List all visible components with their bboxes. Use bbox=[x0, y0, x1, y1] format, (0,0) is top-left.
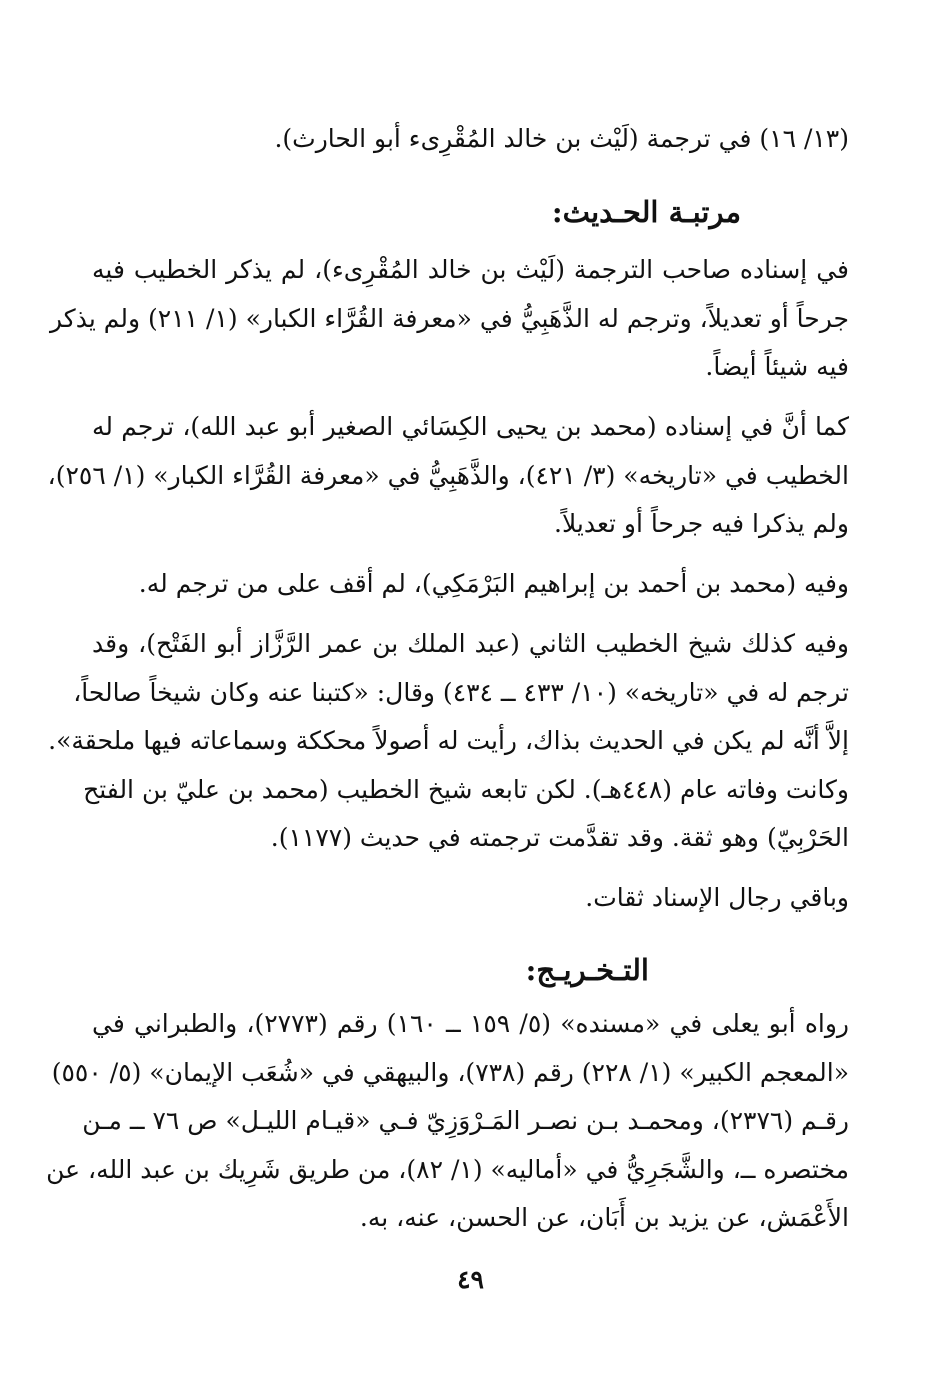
paragraph-line: جرحاً أو تعديلاً، وترجم له الذَّهَبِيُّ في «معرفة القُرَّاء الكبار» (١/ ٢١١) ولم يذكر bbox=[50, 304, 849, 333]
paragraph-line: «المعجم الكبير» (١/ ٢٢٨) رقم (٧٣٨)، والبيهقي في «شُعَب الإيمان» (٥/ ٥٥٠) bbox=[51, 1058, 849, 1087]
paragraph-line: في إسناده صاحب الترجمة (لَيْث بن خالد المُقْرِىء)، لم يذكر الخطيب فيه bbox=[92, 255, 849, 284]
paragraph-line: وفيه (محمد بن أحمد بن إبراهيم البَرْمَكِي)، لم أقف على من ترجم له. bbox=[138, 569, 849, 598]
paragraph-line: إلاَّ أنَّه لم يكن في الحديث بذاك، رأيت له أصولاً محككة وسماعاته فيها ملحقة». bbox=[48, 726, 849, 755]
page-number: ٤٩ bbox=[457, 1265, 484, 1294]
paragraph-line: كما أنَّ في إسناده (محمد بن يحيى الكِسَائي الصغير أبو عبد الله)، ترجم له bbox=[92, 412, 849, 441]
paragraph-line: ولم يذكرا فيه جرحاً أو تعديلاً. bbox=[554, 509, 849, 538]
paragraph-line: وكانت وفاته عام (٤٤٨هـ). لكن تابعه شيخ الخطيب (محمد بن عليّ بن الفتح bbox=[83, 775, 849, 804]
section-heading-takhrij: التـخـريـج: bbox=[525, 953, 649, 987]
paragraph-line: رواه أبو يعلى في «مسنده» (٥/ ١٥٩ ــ ١٦٠) رقم (٢٧٧٣)، والطبراني في bbox=[92, 1009, 850, 1038]
paragraph-line: ترجم له في «تاريخه» (١٠/ ٤٣٣ ــ ٤٣٤) وقال: «كتبنا عنه وكان شيخاً صالحاً، bbox=[73, 678, 849, 707]
paragraph-line: وباقي رجال الإسناد ثقات. bbox=[585, 883, 849, 912]
paragraph-line: وفيه كذلك شيخ الخطيب الثاني (عبد الملك بن عمر الرَّزَّاز أبو الفَتْح)، وقد bbox=[92, 629, 849, 658]
paragraph-line: فيه شيئاً أيضاً. bbox=[705, 352, 849, 381]
footnote-continuation: (١٣/ ١٦) في ترجمة (لَيْث بن خالد المُقْرِىء أبو الحارث). bbox=[274, 124, 849, 153]
section-heading-hadith-rank: مرتبـة الحـديث: bbox=[551, 195, 741, 229]
paragraph-line: الخطيب في «تاريخه» (٣/ ٤٢١)، والذَّهَبِيُّ في «معرفة القُرَّاء الكبار» (١/ ٢٥٦)، bbox=[47, 461, 849, 490]
paragraph-line: الحَرْبِيّ) وهو ثقة. وقد تقدَّمت ترجمته في حديث (١١٧٧). bbox=[270, 823, 849, 852]
paragraph-line: مختصره ــ، والشَّجَرِيُّ في «أماليه» (١/ ٨٢)، من طريق شَرِيك بن عبد الله، عن bbox=[46, 1155, 849, 1184]
paragraph-line: رقـم (٢٣٧٦)، ومحمـد بـن نصـر المَـرْوَزِيّ فـي «قيـام الليـل» ص ٧٦ ــ مـن bbox=[82, 1106, 849, 1135]
paragraph-line: الأَعْمَش، عن يزيد بن أَبَان، عن الحسن، عنه، به. bbox=[359, 1203, 849, 1232]
